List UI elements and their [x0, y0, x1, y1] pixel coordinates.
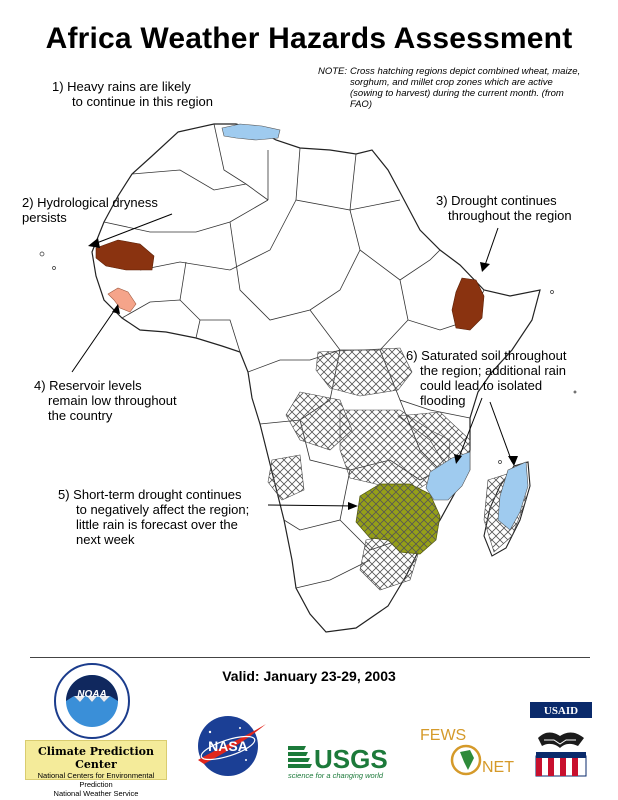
hazard-4-label	[34, 378, 177, 423]
hazard-5-line-4: next week	[76, 532, 135, 547]
cpc-subtitle-1: National Centers for Environmental Prediction	[37, 771, 155, 789]
note-text: Cross hatching regions depict combined wheat, maize, sorghum, and millet crop zones which are active (sowing to harvest) during the current month. (from FAO)	[350, 66, 581, 110]
cpc-title: Climate Prediction Center	[37, 745, 154, 771]
hazard-1-label	[52, 79, 213, 109]
usgs-logo	[286, 738, 398, 780]
hazard-5-line-2: to negatively affect the region;	[76, 502, 250, 517]
hazard-4-line-1: 4) Reservoir levels	[34, 378, 142, 393]
usgs-text: USGS	[314, 744, 388, 774]
noaa-text: NOAA	[77, 689, 107, 700]
hazard-6-line-4: flooding	[420, 393, 466, 408]
fews-net-logo	[418, 724, 518, 782]
note-label: NOTE:	[318, 66, 348, 77]
fews-text: FEWS	[420, 727, 467, 744]
hazard-2-line-2: persists	[22, 210, 67, 225]
hazard-2-line-1: 2) Hydrological dryness	[22, 195, 158, 210]
hazard-3-line-1: 3) Drought continues	[436, 193, 557, 208]
nasa-text: NASA	[208, 738, 248, 754]
usaid-logo	[530, 702, 592, 778]
hazard-6-label	[406, 348, 566, 408]
hazard-6-line-2: the region; additional rain	[420, 363, 566, 378]
hazard-1-line-1: 1) Heavy rains are likely	[52, 79, 191, 94]
hazard-1-line-2: to continue in this region	[72, 94, 213, 109]
usgs-tagline: science for a changing world	[288, 771, 384, 780]
hazard-3-label	[436, 193, 572, 223]
hazard-4-line-2: remain low throughout	[48, 393, 177, 408]
valid-dates: Valid: January 23-29, 2003	[222, 668, 396, 684]
usaid-text: USAID	[543, 705, 579, 717]
hazard-6-line-3: could lead to isolated	[420, 378, 543, 393]
net-text: NET	[482, 759, 514, 776]
hazard-4-line-3: the country	[48, 408, 113, 423]
page-title: Africa Weather Hazards Assessment	[45, 22, 573, 55]
hazard-6-line-1: 6) Saturated soil throughout	[406, 348, 567, 363]
cpc-subtitle-2: National Weather Service	[53, 789, 139, 798]
hazard-5-line-3: little rain is forecast over the	[76, 517, 238, 532]
nasa-logo	[192, 712, 268, 778]
hazard-5-label	[58, 487, 249, 547]
hazard-5-line-1: 5) Short-term drought continues	[58, 487, 242, 502]
hazard-3-line-2: throughout the region	[448, 208, 572, 223]
noaa-logo	[52, 662, 132, 740]
cpc-logo	[25, 740, 167, 798]
hazard-6-area-madagascar	[498, 462, 528, 530]
hazard-2-label	[22, 195, 158, 225]
divider	[30, 657, 590, 658]
